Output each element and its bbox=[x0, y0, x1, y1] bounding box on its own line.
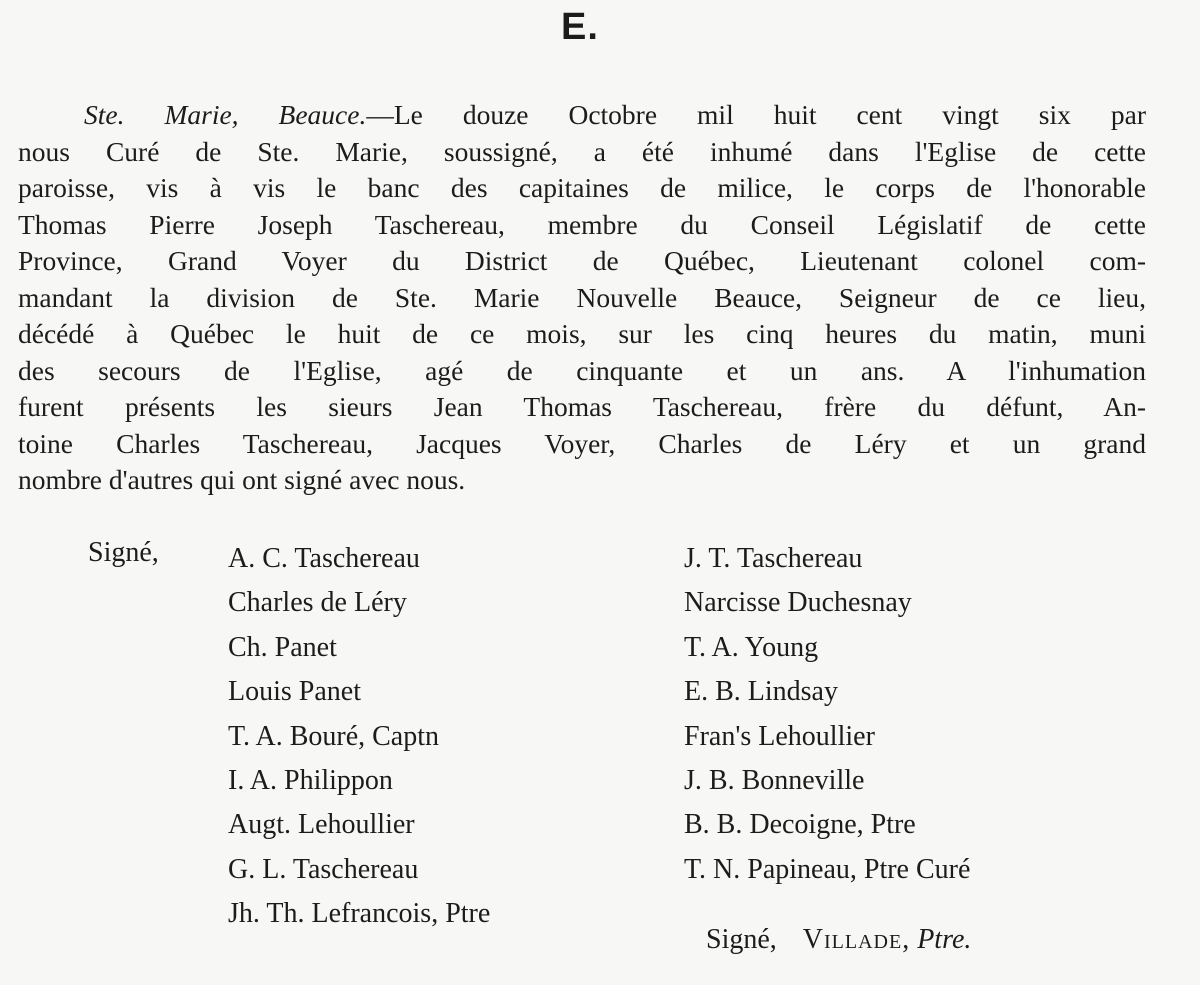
signature-entry: Narcisse Duchesnay bbox=[684, 587, 912, 619]
signatures-left-column bbox=[228, 537, 490, 937]
signature-entry: T. N. Papineau, Ptre Curé bbox=[684, 853, 971, 885]
record-line bbox=[18, 97, 1146, 134]
signature-entry: J. B. Bonneville bbox=[684, 765, 865, 797]
signature-entry: Charles de Léry bbox=[228, 587, 407, 619]
signature-entry: T. A. Bouré, Captn bbox=[228, 720, 440, 752]
signature-entry: Louis Panet bbox=[228, 676, 361, 708]
signature-entry: Jh. Th. Lefrancois, Ptre bbox=[228, 898, 491, 930]
burial-record-paragraph bbox=[18, 97, 1146, 499]
signatures-label: Signé, bbox=[88, 537, 159, 568]
signature-entry: B. B. Decoigne, Ptre bbox=[684, 809, 916, 841]
closing-signature bbox=[706, 924, 971, 956]
record-line: Thomas Pierre Joseph Taschereau, membre du Conseil Législatif de cette bbox=[18, 208, 1146, 240]
signature-entry: T. A. Young bbox=[684, 631, 819, 663]
officiant-title: Ptre. bbox=[917, 924, 972, 955]
record-line: toine Charles Taschereau, Jacques Voyer, Charles de Léry et un grand bbox=[18, 427, 1146, 459]
record-line: des secours de l'Eglise, agé de cinquante et un ans. A l'inhumation bbox=[18, 354, 1146, 386]
signature-entry: Fran's Lehoullier bbox=[684, 720, 875, 752]
officiant-name: Villade, bbox=[802, 924, 911, 955]
signature-entry: G. L. Taschereau bbox=[228, 853, 419, 885]
signature-entry: A. C. Taschereau bbox=[228, 543, 420, 574]
record-line: mandant la division de Ste. Marie Nouvelle Beauce, Seigneur de ce lieu, bbox=[18, 281, 1146, 313]
signature-entry: Augt. Lehoullier bbox=[228, 809, 415, 841]
record-line: nombre d'autres qui ont signé avec nous. bbox=[18, 464, 466, 495]
record-line: nous Curé de Ste. Marie, soussigné, a été inhumé dans l'Eglise de cette bbox=[18, 135, 1146, 167]
record-line: décédé à Québec le huit de ce mois, sur les cinq heures du matin, muni bbox=[18, 318, 1146, 349]
record-line: paroisse, vis à vis le banc des capitaines de milice, le corps de l'honorable bbox=[18, 172, 1146, 203]
signature-entry: I. A. Philippon bbox=[228, 765, 393, 797]
record-line-text: —Le douze Octobre mil huit cent vingt six par bbox=[366, 99, 1146, 130]
place-name: Ste. Marie, Beauce. bbox=[84, 99, 367, 130]
signatures-right-column bbox=[684, 537, 970, 892]
signature-entry: Ch. Panet bbox=[228, 631, 337, 663]
section-heading: E. bbox=[561, 6, 599, 48]
closing-label: Signé, bbox=[706, 924, 777, 955]
record-line: Province, Grand Voyer du District de Québec, Lieutenant colonel com- bbox=[18, 245, 1146, 276]
signature-entry: E. B. Lindsay bbox=[684, 676, 838, 708]
signature-entry: J. T. Taschereau bbox=[684, 543, 863, 574]
record-line: furent présents les sieurs Jean Thomas Taschereau, frère du défunt, An- bbox=[18, 391, 1146, 422]
